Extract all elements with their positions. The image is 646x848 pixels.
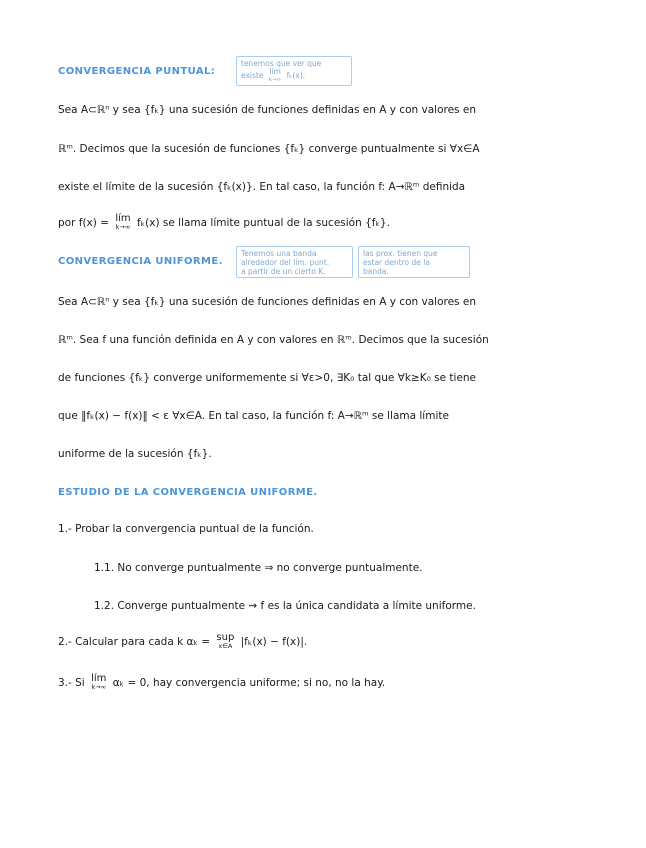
text-fragment: fₖ(x) se llama límite puntual de la sucesión {fₖ}. [136,217,390,229]
text-fragment: |fₖ(x) − f(x)|. [240,636,308,648]
limit-operator [115,215,130,231]
puntual-line-2: ℝᵐ. Decimos que la sucesión de funciones {fₖ} converge puntualmente si ∀x∈A [58,143,480,155]
estudio-step-1-1: 1.1. No converge puntualmente ⇒ no converge puntualmente. [94,562,423,574]
uniforme-line-5: uniforme de la sucesión {fₖ}. [58,448,212,460]
uniforme-line-3: de funciones {fₖ} converge uniformemente si ∀ε>0, ∃K₀ tal que ∀k≥K₀ se tiene [58,372,477,384]
sup-operator [216,634,234,650]
note-line: Tenemos una banda [241,249,317,258]
sup-top: sup [216,632,235,643]
note-line: a partir de un cierto K. [241,267,326,276]
note-line: estar dentro de la [363,258,430,267]
heading-estudio-convergencia: ESTUDIO DE LA CONVERGENCIA UNIFORME. [58,487,318,498]
uniforme-line-2: ℝᵐ. Sea f una función definida en A y con valores en ℝᵐ. Decimos que la sucesión [58,334,489,346]
sup-bottom: x∈A [218,642,233,650]
note-banda [236,246,353,278]
uniforme-line-4: que ‖fₖ(x) − f(x)‖ < ε ∀x∈A. En tal caso, la función f: A→ℝᵐ se llama límite [58,410,449,422]
limit-bottom: k→∞ [115,223,131,231]
limit-bottom: k→∞ [91,683,107,691]
estudio-step-1-2: 1.2. Converge puntualmente ⇝ f es la única candidata a límite uniforme. [94,600,476,612]
estudio-step-3 [58,675,385,691]
note-text: fₖ(x). [286,71,306,80]
text-fragment: 2.- Calcular para cada k αₖ = [58,636,211,648]
note-line: alrededor del lím. punt. [241,258,330,267]
note-proximidad [358,246,470,278]
limit-operator [269,68,281,84]
text-fragment: 3.- Si [58,677,85,689]
note-line: banda. [363,267,389,276]
note-existe-limite [236,56,352,86]
puntual-line-4 [58,215,390,231]
estudio-step-2 [58,634,307,650]
puntual-line-1: Sea A⊂ℝⁿ y sea {fₖ} una sucesión de funciones definidas en A y con valores en [58,104,476,116]
limit-top: lím [269,67,281,76]
text-fragment: por f(x) = [58,217,109,229]
puntual-line-3: existe el límite de la sucesión {fₖ(x)}. En tal caso, la función f: A→ℝᵐ definida [58,181,466,193]
limit-top: lím [115,213,131,224]
limit-operator [91,675,106,691]
note-line [241,68,347,84]
estudio-step-1: 1.- Probar la convergencia puntual de la función. [58,523,314,535]
text-fragment: αₖ = 0, hay convergencia uniforme; si no, no la hay. [112,677,386,689]
limit-bottom: k→∞ [268,77,282,83]
note-text: existe [241,71,264,80]
note-line: tenemos que ver que [241,59,322,68]
note-line: las prox. tienen que [363,249,438,258]
heading-convergencia-puntual: CONVERGENCIA PUNTUAL: [58,66,216,77]
heading-convergencia-uniforme: CONVERGENCIA UNIFORME. [58,256,223,267]
uniforme-line-1: Sea A⊂ℝⁿ y sea {fₖ} una sucesión de funciones definidas en A y con valores en [58,296,476,308]
limit-top: lím [91,673,107,684]
